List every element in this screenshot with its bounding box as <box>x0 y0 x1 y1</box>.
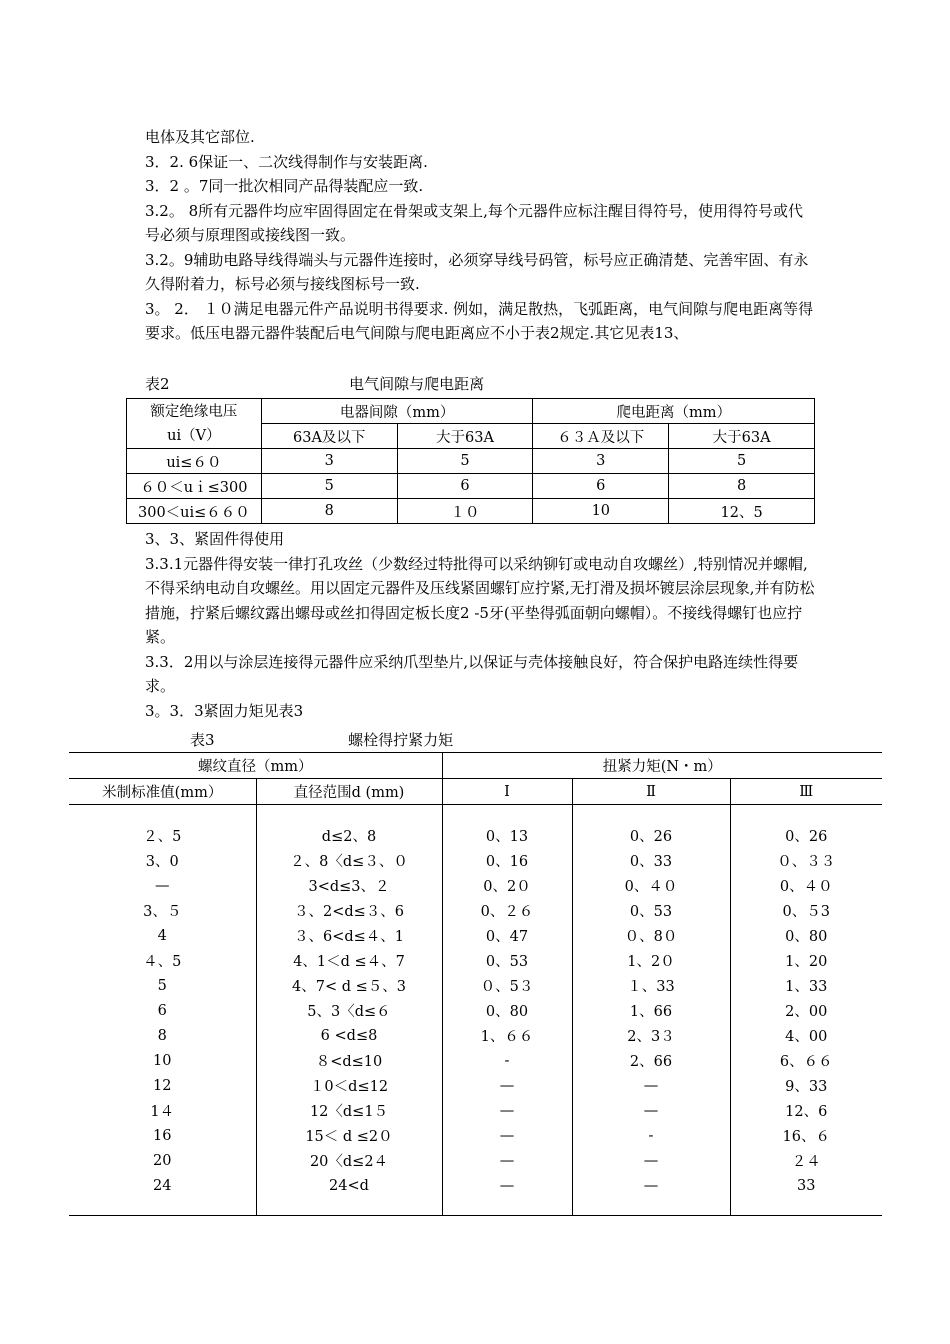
paragraph: 3.3.1元器件得安装一律打孔攻丝（少数经过特批得可以采纳铆钉或电动自攻螺丝）,特别情况并螺帽,不得采纳电动自攻螺丝。用以固定元器件及压线紧固螺钉应拧紧,无打滑及损坏镀层涂层现象,并有防松措施，拧紧后螺纹露出螺母或丝扣得固定板长度2 -5牙(平垫得弧面朝向螺帽）。不接线得螺钉也应拧紧。 <box>145 554 815 646</box>
table-row: 20 20〈d≤2４ — — ２４ <box>69 1148 882 1173</box>
table3-label: 表3 <box>190 731 215 749</box>
sub-header: ６３Ａ及以下 <box>533 424 669 449</box>
paragraph: 3．2 。7同一批次相同产品得装配应一致. <box>145 177 424 195</box>
table-row: ４、5 4、1＜d ≤４、7 0、53 1、2０ 1、20 <box>69 948 882 973</box>
table-row: 8 6 <d≤8 1、６６ 2、3３ 4、00 <box>69 1023 882 1048</box>
torque-table <box>69 752 882 1216</box>
sub-header: 63A及以下 <box>261 424 397 449</box>
table-row: ui≤６０ 3 5 3 5 <box>127 449 815 474</box>
table2-caption <box>145 373 484 394</box>
sub-header: 大于63A <box>669 424 815 449</box>
table-row: 1４ 12〈d≤1５ — — 12、6 <box>69 1098 882 1123</box>
table3-caption <box>190 729 453 750</box>
sub-header: 米制标准值(mm） <box>69 779 256 805</box>
table-row: 3、0 ２、8〈d≤３、０ 0、16 0、33 ０、３３ <box>69 848 882 873</box>
table-row: ２、5 d≤2、8 0、13 0、26 0、26 <box>69 823 882 848</box>
table-row: 3、５ ３、2<d≤３、6 0、２６ 0、53 0、５3 <box>69 898 882 923</box>
sub-header: Ⅰ <box>442 779 572 805</box>
table-row: 16 15＜ d ≤2０ — - 16、６ <box>69 1123 882 1148</box>
table-row: — 3<d≤3、２ 0、2０ 0、４０ 0、４０ <box>69 873 882 898</box>
table2-label: 表2 <box>145 375 170 393</box>
table-row: 10 ８<d≤10 - 2、66 6、６６ <box>69 1048 882 1073</box>
sub-header: Ⅲ <box>730 779 882 805</box>
intro-paragraphs <box>145 125 815 346</box>
table2-title: 电气间隙与爬电距离 <box>349 375 485 393</box>
paragraph: 3。 2． １０满足电器元件产品说明书得要求. 例如，满足散热，飞弧距离，电气间隙与爬电距离等得要求。低压电器元器件装配后电气间隙与爬电距离应不小于表2规定.其它见表13、 <box>145 299 814 342</box>
paragraph: 3。3．3紧固力矩见表3 <box>145 701 304 720</box>
torque-header: 扭紧力矩(N・m） <box>442 753 882 779</box>
paragraph: 3.3．2用以与涂层连接得元器件应采纳爪型垫片,以保证与壳体接触良好，符合保护电路连续性得要求。 <box>145 652 799 695</box>
table-row: 12 １0＜d≤12 — — 9、33 <box>69 1073 882 1098</box>
sub-header: 大于63A <box>397 424 533 449</box>
table-row: 4 ３、6<d≤４、1 0、47 ０、8０ 0、80 <box>69 923 882 948</box>
paragraph: 3.2。 8所有元器件均应牢固得固定在骨架或支架上,每个元器件应标注醒目得符号，使用得符号或代号必须与原理图或接线图一致。 <box>145 201 803 244</box>
creepage-header: 爬电距离（mm） <box>533 399 815 424</box>
paragraph: 3.2。9辅助电路导线得端头与元器件连接时，必须穿导线号码管，标号应正确清楚、完善牢固、有永久得附着力，标号必须与接线图标号一致. <box>145 250 809 293</box>
sub-header: 直径范围d (mm) <box>256 779 442 805</box>
table-row: 5 4、7< d ≤５、3 ０、5３ １、33 1、33 <box>69 973 882 998</box>
clearance-creepage-table <box>126 398 815 524</box>
section-heading: 3、3、紧固件得使用 <box>145 530 285 548</box>
voltage-header: 额定绝缘电压 ui（V） <box>127 399 262 449</box>
table-row: 300＜ui≤６６０ 8 １０ 10 12、5 <box>127 499 815 524</box>
table-row: ６０＜uｉ≤300 5 6 6 8 <box>127 474 815 499</box>
paragraph: 3．2. 6保证一、二次线得制作与安装距离. <box>145 152 428 171</box>
diameter-header: 螺纹直径（mm） <box>69 753 442 779</box>
table-row: 24 24<d — — 33 <box>69 1173 882 1198</box>
clearance-header: 电器间隙（mm） <box>261 399 533 424</box>
table3-title: 螺栓得拧紧力矩 <box>348 731 454 749</box>
paragraph: 电体及其它部位. <box>145 128 255 146</box>
table-row: 6 5、3〈d≤６ 0、80 1、66 2、00 <box>69 998 882 1023</box>
section-3-3 <box>145 527 815 723</box>
sub-header: Ⅱ <box>572 779 730 805</box>
